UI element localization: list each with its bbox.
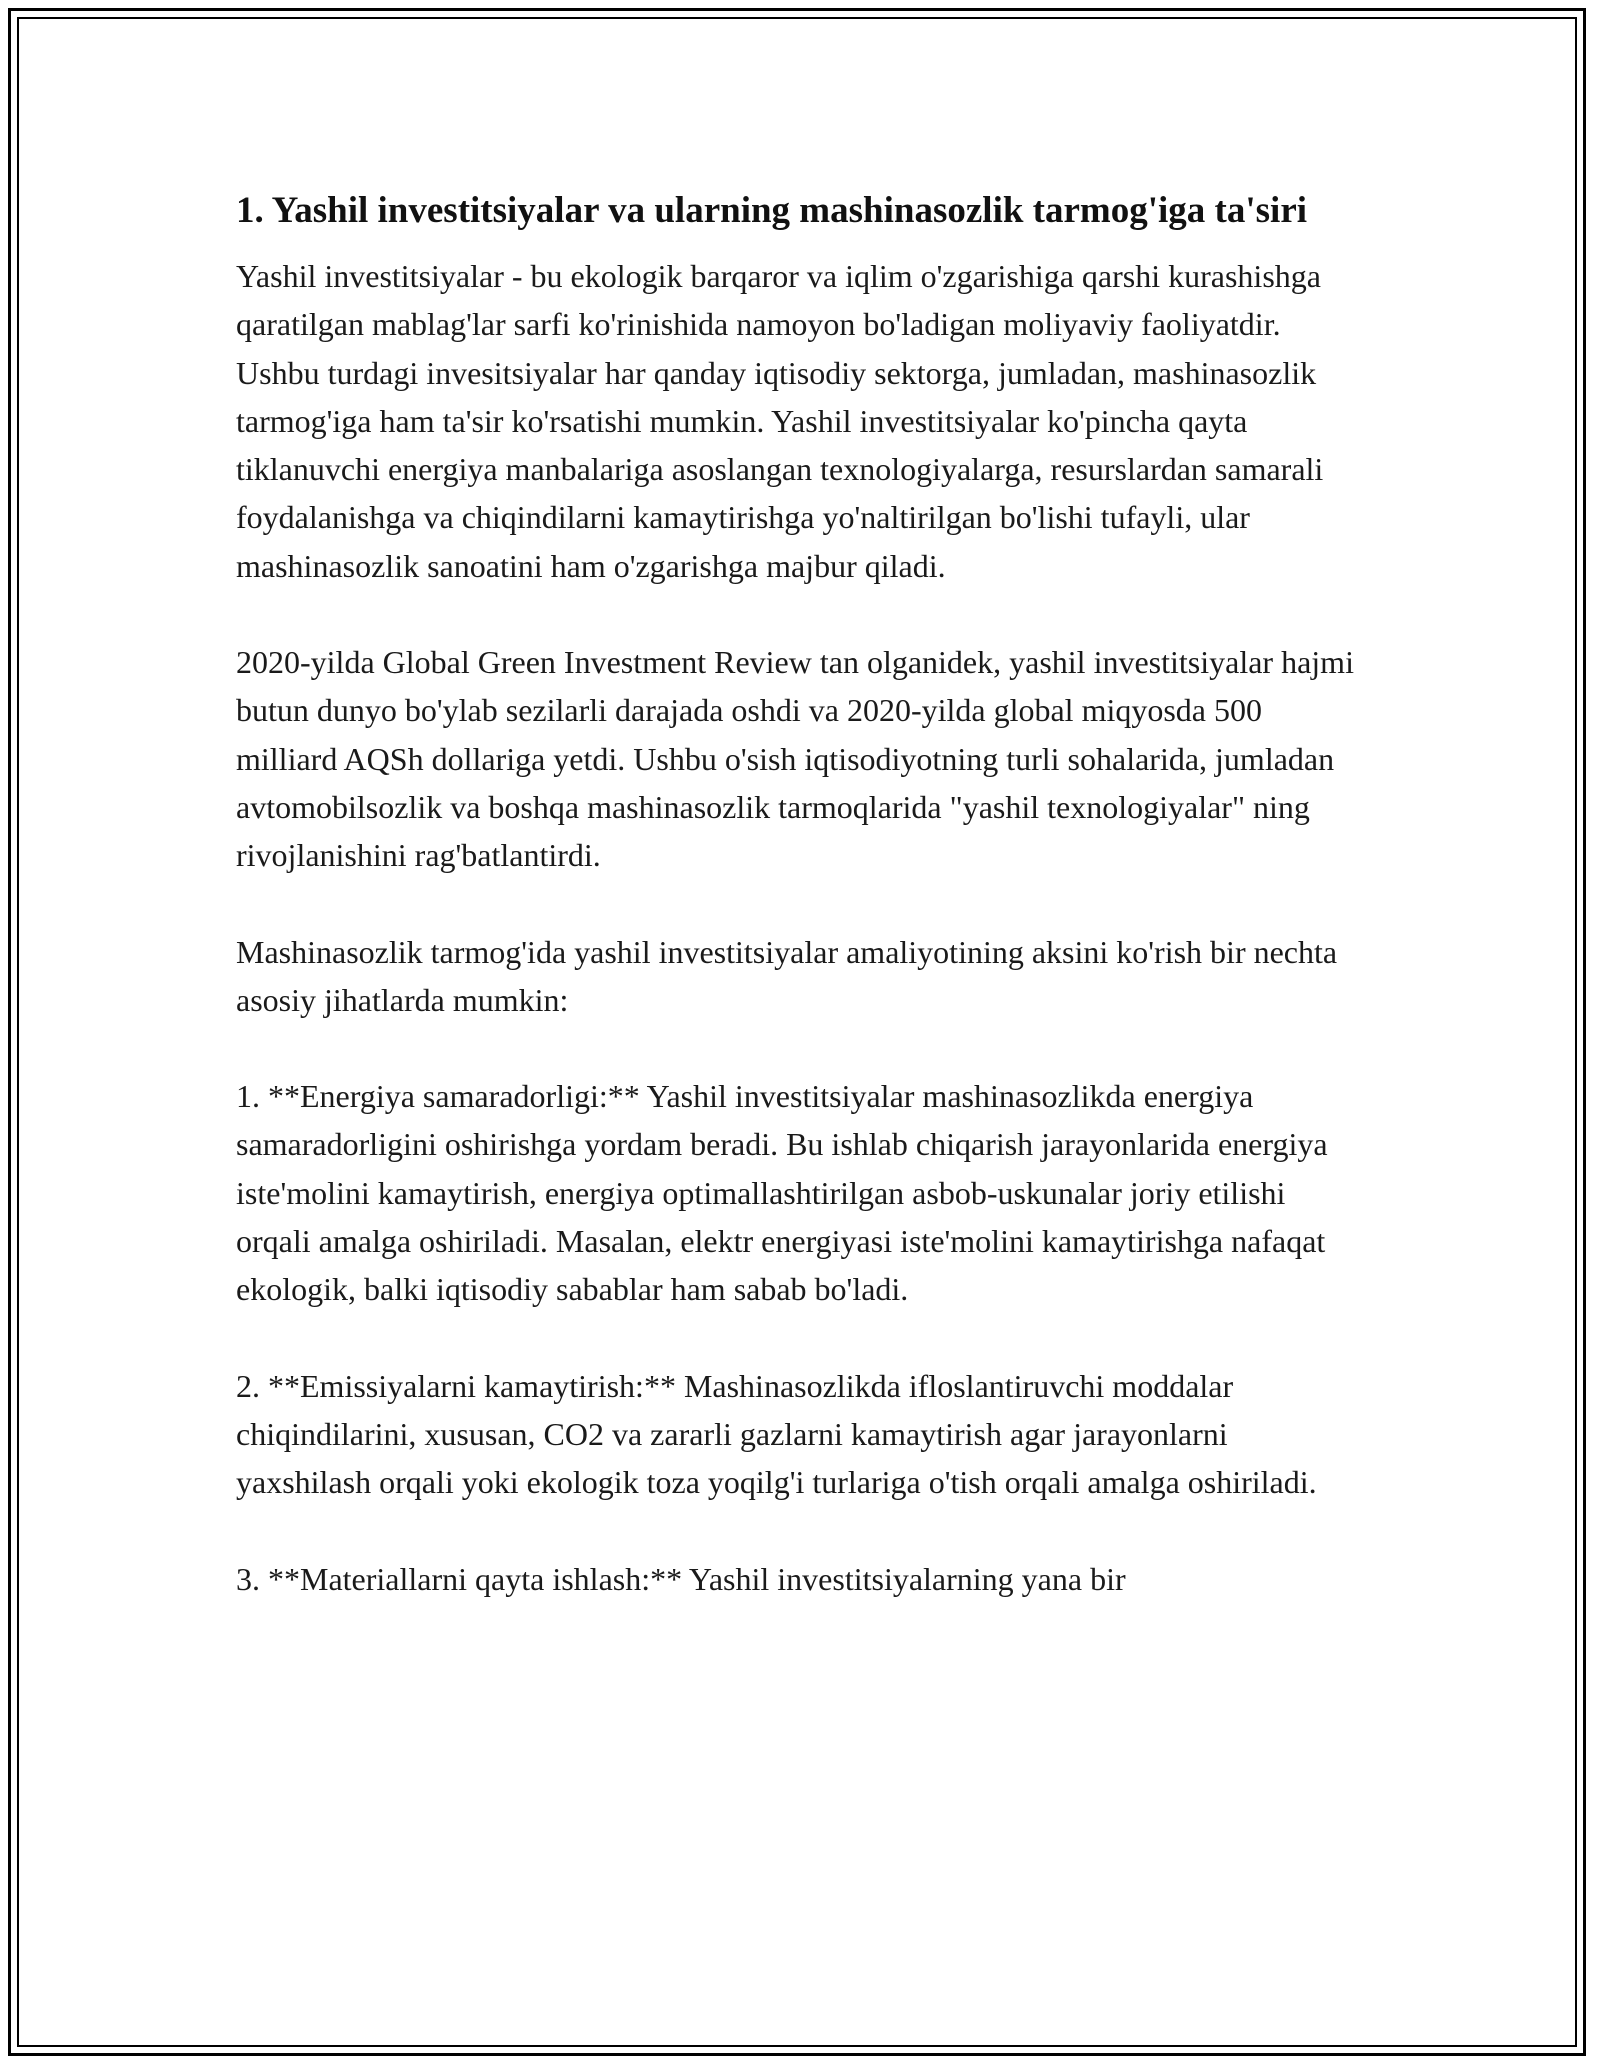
paragraph-aspects-intro: Mashinasozlik tarmog'ida yashil investitsiyalar amaliyotining aksini ko'rish bir nechta asosiy jihatlarda mumkin: (236, 933, 1338, 1018)
list-item-material-recycling: 3. **Materiallarni qayta ishlash:** Yashil investitsiyalarning yana bir (236, 1560, 1126, 1597)
list-item-energy-efficiency: 1. **Energiya samaradorligi:** Yashil investitsiyalar mashinasozlikda energiya samaradorligini oshirishga yordam beradi. Bu ishlab chiqarish jarayonlarida energiya iste'molini kamaytirish, energiya optimallashtirilgan asbob-uskunalar joriy etilishi orqali amalga oshiriladi. Masalan, elektr energiyasi iste'molini kamaytirishga nafaqat ekologik, balki iqtisodiy sabablar ham sabab bo'ladi. (236, 1078, 1328, 1308)
section-title: 1. Yashil investitsiyalar va ularning mashinasozlik tarmog'iga ta'siri (236, 190, 1308, 231)
paragraph-growth: 2020-yilda Global Green Investment Review tan olganidek, yashil investitsiyalar hajmi butun dunyo bo'ylab sezilarli darajada oshdi va 2020-yilda global miqyosda 500 milliard AQSh dollariga yetdi. Ushbu o'sish iqtisodiyotning turli sohalarida, jumladan avtomobilsozlik va boshqa mashinasozlik tarmoqlarida "yashil texnologiyalar" ning rivojlanishini rag'batlantirdi. (236, 644, 1354, 874)
paragraph-intro: Yashil investitsiyalar - bu ekologik barqaror va iqlim o'zgarishiga qarshi kurashishga qaratilgan mablag'lar sarfi ko'rinishida namoyon bo'ladigan moliyaviy faoliyatdir. Ushbu turdagi invesitsiyalar har qanday iqtisodiy sektorga, jumladan, mashinasozlik tarmog'iga ham ta'sir ko'rsatishi mumkin. Yashil investitsiyalar ko'pincha qayta tiklanuvchi energiya manbalariga asoslangan texnologiyalarga, resurslardan samarali foydalanishga va chiqindilarni kamaytirishga yo'naltirilgan bo'lishi tufayli, ular mashinasozlik sanoatini ham o'zgarishga majbur qiladi. (236, 258, 1324, 584)
list-item-emission-reduction: 2. **Emissiyalarni kamaytirish:** Mashinasozlikda ifloslantiruvchi moddalar chiqindilarini, xususan, CO2 va zararli gazlarni kamaytirish agar jarayonlarni yaxshilash orqali yoki ekologik toza yoqilg'i turlariga o'tish orqali amalga oshiriladi. (236, 1367, 1317, 1501)
document-body (236, 184, 1366, 1603)
